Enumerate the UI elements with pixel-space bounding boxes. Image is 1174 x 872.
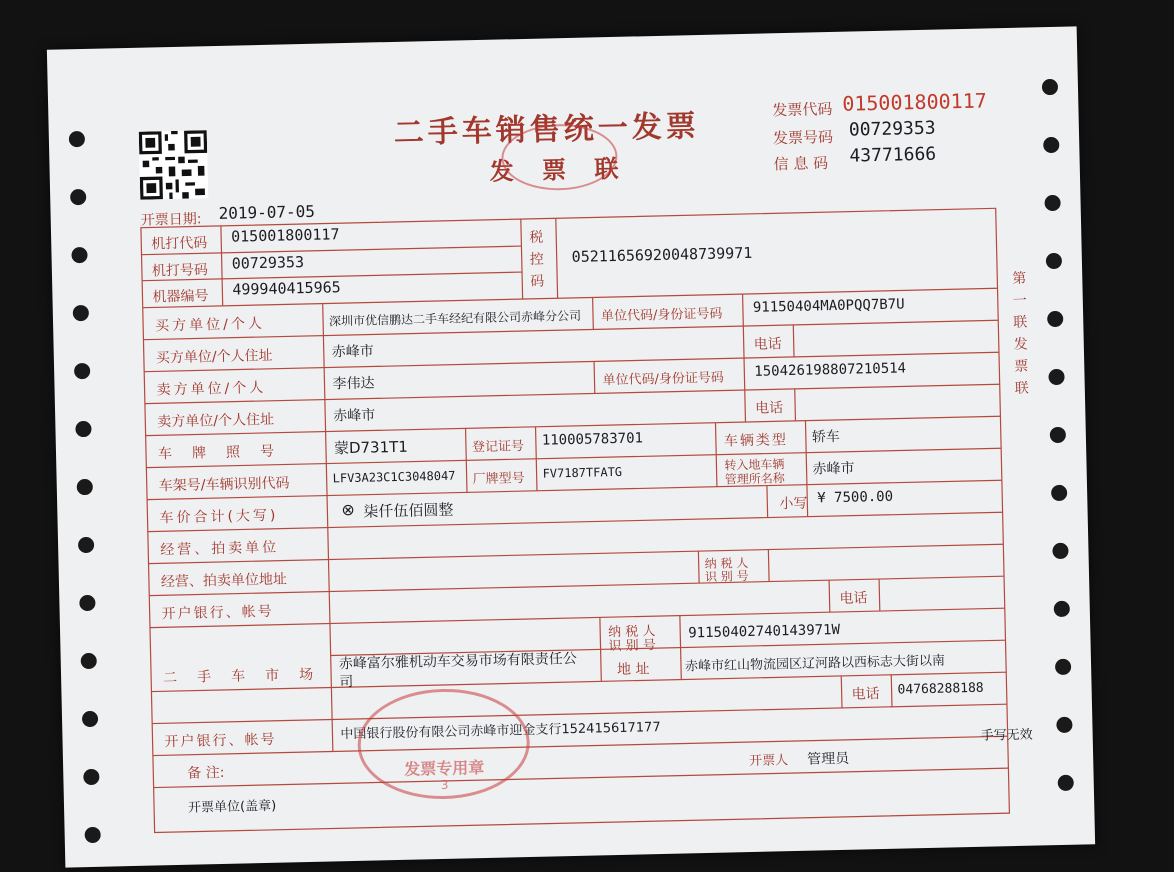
market-name-line1: 赤峰富尔雅机动车交易市场有限责任公 xyxy=(338,650,577,673)
buyer-name: 深圳市优信鹏达二手车经纪有限公司赤峰分公司 xyxy=(328,308,582,329)
auction-taxpayer-label-2: 识 别 号 xyxy=(704,569,749,584)
market-address: 赤峰市红山物流园区辽河路以西标志大街以南 xyxy=(684,653,946,675)
model: FV7187TFATG xyxy=(542,464,623,481)
issue-date-label: 开票日期: xyxy=(140,211,202,229)
machine-number: 00729353 xyxy=(231,253,305,273)
small-amount: ¥ 7500.00 xyxy=(817,488,894,507)
seller-id-label: 单位代码/身份证号码 xyxy=(602,370,725,389)
invoice-code: 015001800117 xyxy=(842,88,988,116)
buyer-id-label: 单位代码/身份证号码 xyxy=(600,306,723,325)
model-label: 厂牌型号 xyxy=(472,471,525,488)
market-taxpayer-label-1: 纳 税 人 xyxy=(608,624,656,641)
auction-bank-label: 开户银行、帐号 xyxy=(161,603,274,623)
side-copy-label: 第一联发票联 xyxy=(1012,270,1029,397)
vehicle-type: 轿车 xyxy=(811,428,841,446)
invoice-subtitle: 发 票 联 xyxy=(489,153,629,186)
market-address-label: 地 址 xyxy=(616,661,650,679)
device-number-label: 机器编号 xyxy=(152,288,209,306)
seal-number: 3 xyxy=(440,777,449,793)
market-phone-label: 电话 xyxy=(851,686,880,703)
market-taxpayer-label-2: 识 别 号 xyxy=(608,638,656,655)
tax-control-label: 税控码 xyxy=(529,229,545,290)
transfer-label-1: 转入地车辆 xyxy=(724,457,785,473)
market-taxpayer-id: 91150402740143971W xyxy=(688,621,841,642)
market-name-line2: 司 xyxy=(339,674,354,691)
total-price-upper: 柒仟伍佰圆整 xyxy=(363,500,454,521)
buyer-address-label: 买方单位/个人住址 xyxy=(155,347,273,367)
seller-address-label: 卖方单位/个人住址 xyxy=(157,411,275,431)
transfer-office: 赤峰市 xyxy=(812,460,855,478)
tax-control-code: 05211656920048739971 xyxy=(571,243,753,266)
buyer-address: 赤峰市 xyxy=(331,343,374,361)
market-phone: 04768288188 xyxy=(897,680,984,698)
machine-code: 015001800117 xyxy=(230,225,340,246)
invoice-number-label: 发票号码 xyxy=(772,127,834,148)
machine-code-label: 机打代码 xyxy=(151,235,208,253)
plate-number: 蒙D731T1 xyxy=(333,437,409,458)
invoice-paper xyxy=(47,26,1095,867)
issuer-label: 开票人 xyxy=(749,753,789,770)
vin-label: 车架号/车辆识别代码 xyxy=(158,475,290,495)
issue-date: 2019-07-05 xyxy=(218,201,316,223)
market-bank: 中国银行股份有限公司赤峰市迎金支行152415617177 xyxy=(340,720,661,743)
transfer-label-2: 管理所名称 xyxy=(724,471,785,487)
seller-phone-label: 电话 xyxy=(754,400,784,417)
total-price-label: 车价合计(大写) xyxy=(159,507,279,527)
seller-name-label: 卖方单位/个人 xyxy=(156,379,267,399)
auction-taxpayer-label-1: 纳 税 人 xyxy=(704,556,749,571)
issuer-name: 管理员 xyxy=(806,750,850,768)
reg-number: 110005783701 xyxy=(541,430,644,449)
seal-text: 发票专用章 xyxy=(404,758,485,779)
remarks-label: 备 注: xyxy=(187,764,225,782)
seller-address: 赤峰市 xyxy=(333,407,376,425)
handwritten-invalid: 手写无效 xyxy=(980,727,1033,744)
invoice-number: 00729353 xyxy=(848,117,936,141)
info-code: 43771666 xyxy=(849,143,937,167)
seller-name: 李伟达 xyxy=(332,375,375,393)
buyer-phone-label: 电话 xyxy=(753,336,782,353)
info-code-label: 信 息 码 xyxy=(773,154,829,174)
invoice-title: 二手车销售统一发票 xyxy=(393,109,701,151)
device-number: 499940415965 xyxy=(232,278,341,299)
buyer-name-label: 买方单位/个人 xyxy=(154,315,266,335)
vehicle-type-label: 车辆类型 xyxy=(723,432,789,450)
seller-id: 150426198807210514 xyxy=(754,360,907,380)
machine-number-label: 机打号码 xyxy=(151,262,209,280)
small-amount-label: 小写 xyxy=(779,495,808,513)
plate-label: 车牌照号 xyxy=(157,443,295,463)
auction-address-label: 经营、拍卖单位地址 xyxy=(160,571,288,591)
issuing-unit-label: 开票单位(盖章) xyxy=(187,798,277,816)
market-label: 二手车市场 xyxy=(162,666,334,687)
invoice-code-label: 发票代码 xyxy=(772,99,833,120)
auction-unit-label: 经营、拍卖单位 xyxy=(160,539,280,559)
auction-phone-label: 电话 xyxy=(839,590,868,607)
vin: LFV3A23C1C3048047 xyxy=(332,468,456,486)
total-upper-mark: ⊗ xyxy=(341,499,355,520)
buyer-id: 91150404MA0PQQ7B7U xyxy=(752,296,905,316)
market-bank-label: 开户银行、帐号 xyxy=(164,731,277,751)
reg-label: 登记证号 xyxy=(471,439,525,456)
